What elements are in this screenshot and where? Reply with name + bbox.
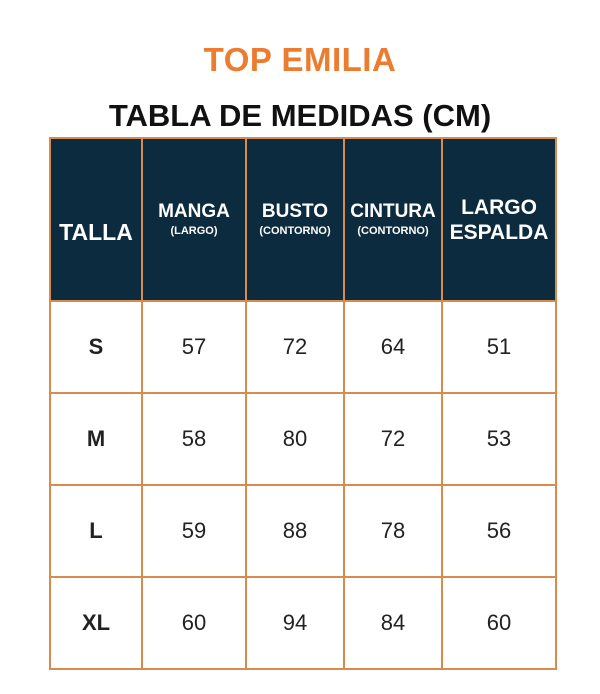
table-row bbox=[50, 393, 556, 485]
manga-value: 59 bbox=[142, 485, 246, 577]
header-talla-label: TALLA bbox=[59, 218, 133, 245]
header-row bbox=[50, 138, 556, 301]
busto-value: 88 bbox=[246, 485, 344, 577]
cintura-value: 84 bbox=[344, 577, 442, 669]
size-label: XL bbox=[50, 577, 142, 669]
size-chart-table bbox=[49, 137, 557, 670]
header-talla bbox=[50, 138, 142, 301]
table-row bbox=[50, 485, 556, 577]
largo-espalda-value: 56 bbox=[442, 485, 556, 577]
largo-espalda-value: 51 bbox=[442, 301, 556, 393]
header-cintura-label: CINTURA bbox=[350, 200, 436, 222]
header-busto bbox=[246, 138, 344, 301]
size-label: L bbox=[50, 485, 142, 577]
size-label: S bbox=[50, 301, 142, 393]
manga-value: 60 bbox=[142, 577, 246, 669]
header-largo-espalda-line1: LARGO bbox=[461, 195, 537, 219]
table-title: TABLA DE MEDIDAS (CM) bbox=[108, 98, 492, 133]
table-row bbox=[50, 301, 556, 393]
header-largo-espalda-line2: ESPALDA bbox=[449, 220, 549, 244]
cintura-value: 78 bbox=[344, 485, 442, 577]
largo-espalda-value: 60 bbox=[442, 577, 556, 669]
header-manga-label: MANGA bbox=[158, 200, 230, 222]
largo-espalda-value: 53 bbox=[442, 393, 556, 485]
manga-value: 58 bbox=[142, 393, 246, 485]
header-busto-label: BUSTO bbox=[261, 200, 329, 222]
header-largo-espalda bbox=[442, 138, 556, 301]
busto-value: 80 bbox=[246, 393, 344, 485]
busto-value: 94 bbox=[246, 577, 344, 669]
manga-value: 57 bbox=[142, 301, 246, 393]
header-cintura bbox=[344, 138, 442, 301]
product-title: TOP EMILIA bbox=[203, 41, 397, 78]
header-manga-sublabel: (LARGO) bbox=[170, 224, 218, 237]
cintura-value: 72 bbox=[344, 393, 442, 485]
header-busto-sublabel: (CONTORNO) bbox=[259, 224, 331, 237]
busto-value: 72 bbox=[246, 301, 344, 393]
table-row bbox=[50, 577, 556, 669]
size-label: M bbox=[50, 393, 142, 485]
cintura-value: 64 bbox=[344, 301, 442, 393]
header-cintura-sublabel: (CONTORNO) bbox=[357, 224, 429, 237]
header-manga bbox=[142, 138, 246, 301]
